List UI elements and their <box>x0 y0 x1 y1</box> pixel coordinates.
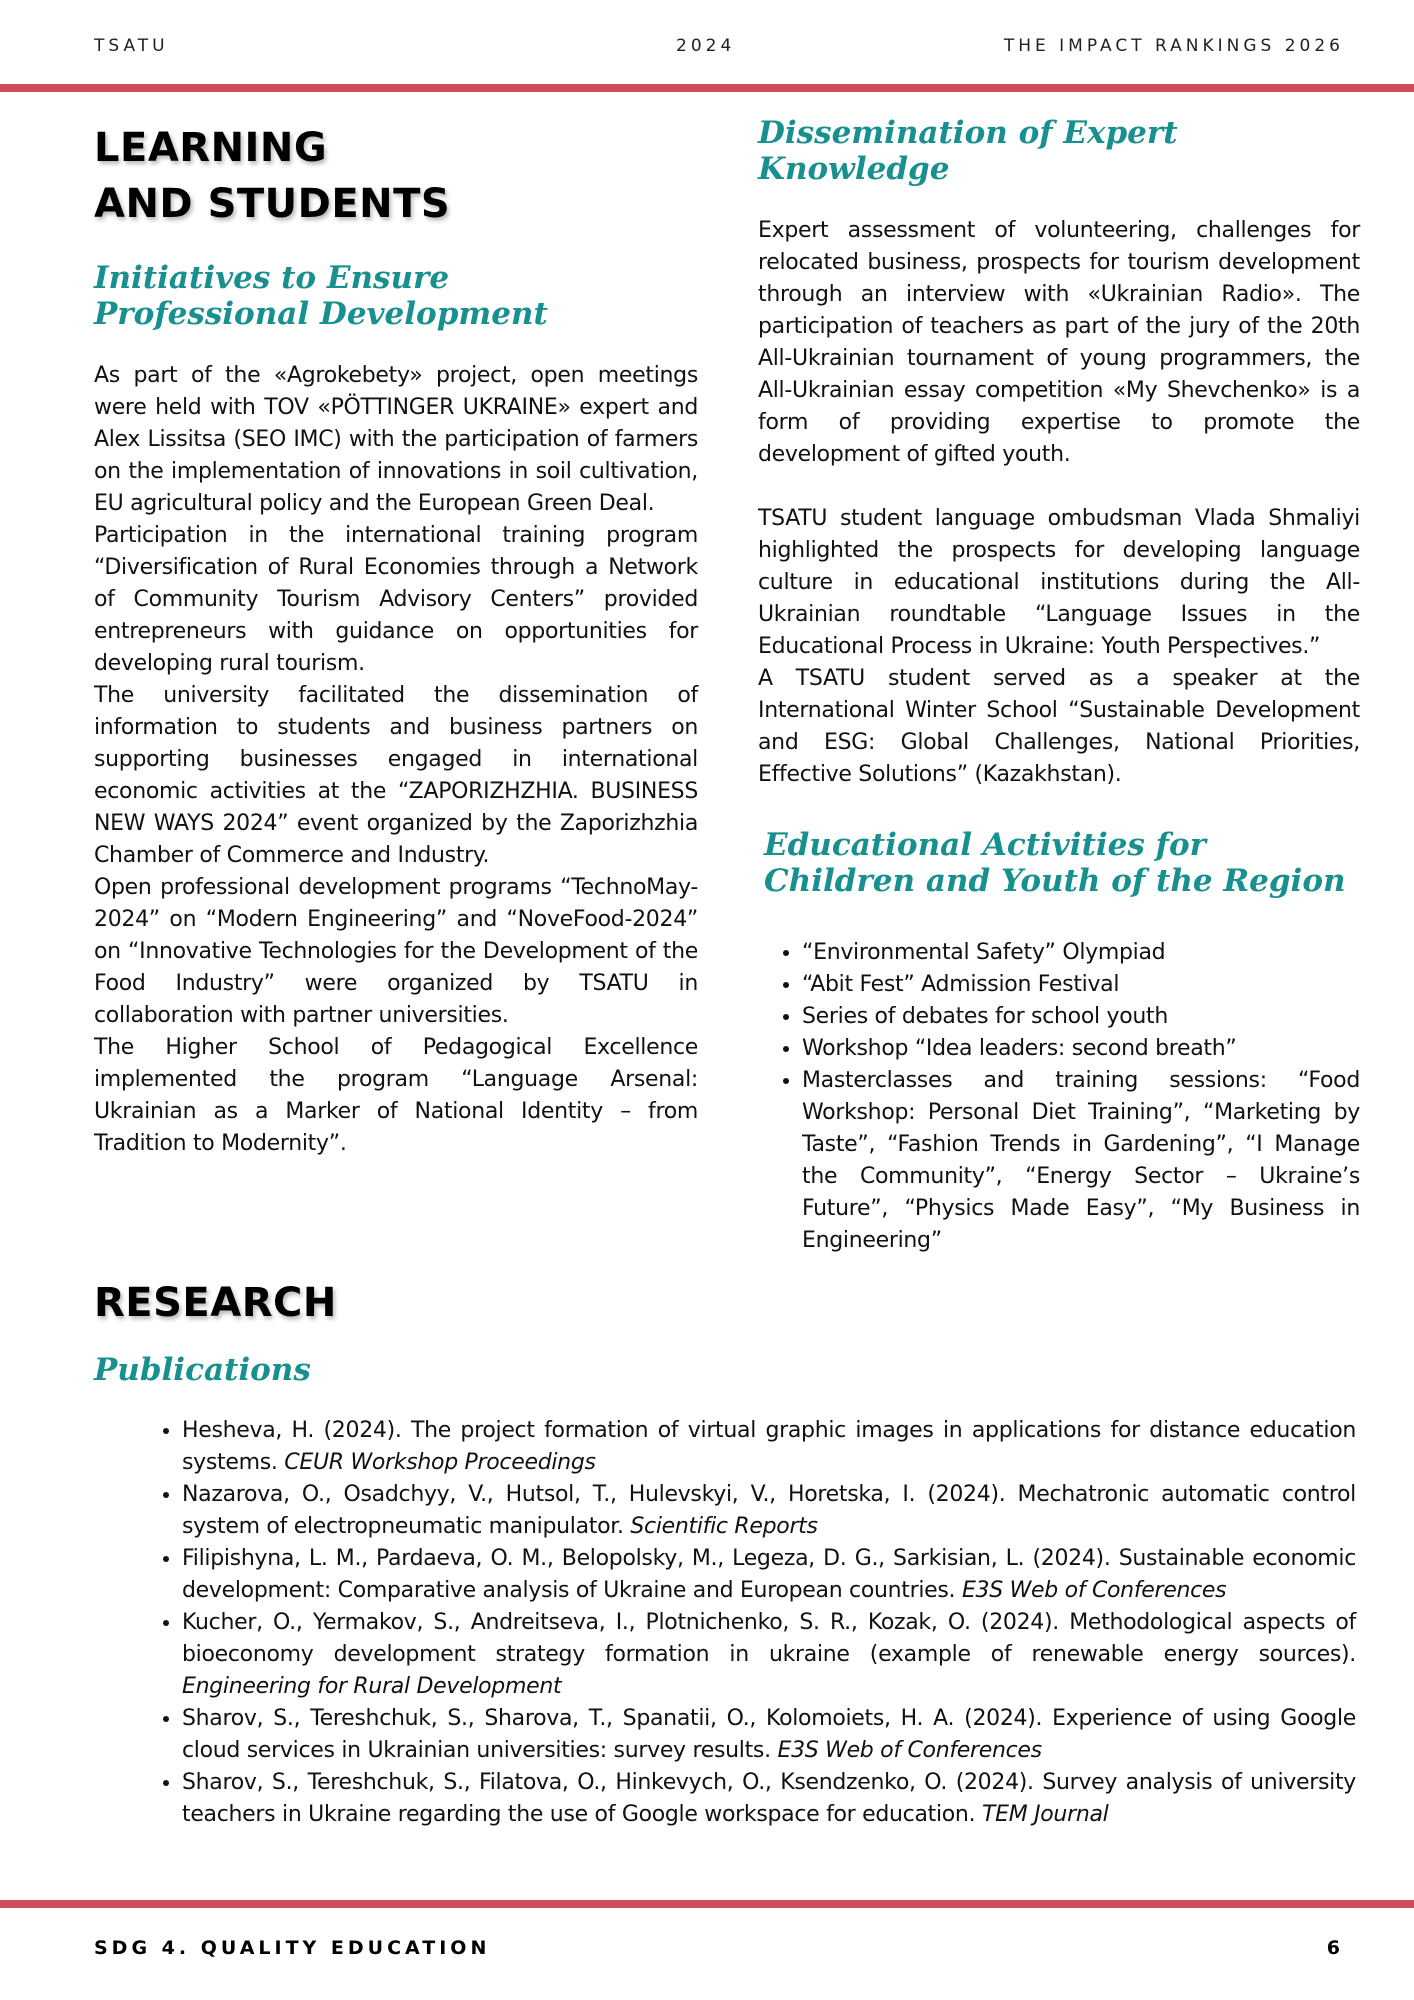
publication-item <box>182 1607 1356 1703</box>
title-line-1: LEARNING <box>94 125 328 171</box>
journal-name: Engineering for Rural Development <box>182 1674 562 1699</box>
publication-item <box>182 1767 1356 1831</box>
list-item: • Series of debates for school youth <box>802 1001 1360 1033</box>
educational-activities-list <box>758 937 1360 1257</box>
title-line-2: AND STUDENTS <box>94 181 451 227</box>
section-title-research: RESEARCH <box>94 1280 337 1326</box>
section-title-learning <box>94 120 698 232</box>
journal-name: E3S Web of Conferences <box>777 1738 1042 1763</box>
citation-text: Filipishyna, L. M., Pardaeva, O. M., Belopolsky, M., Legeza, D. G., Sarkisian, L. (2024). Sustainable economic development: Comparative analysis of Ukraine and European countries. <box>182 1546 1356 1603</box>
heading-line-2: Professional Development <box>94 296 548 332</box>
paragraph: Participation in the international training program “Diversification of Rural Economies through a Network of Community Tourism Advisory Centers” provided entrepreneurs with guidance on opportunities for developing rural tourism. <box>94 523 698 676</box>
heading-line-1: Initiatives to Ensure <box>94 260 450 296</box>
publication-item <box>182 1415 1356 1479</box>
top-accent-bar <box>0 84 1414 92</box>
paragraph: Expert assessment of volunteering, challenges for relocated business, prospects for tourism development through an interview with «Ukrainian Radio». The participation of teachers as part of the jury of the 20th All-Ukrainian tournament of young programmers, the All-Ukrainian essay competition «My Shevchenko» is a form of providing expertise to promote the development of gifted youth. <box>758 218 1360 467</box>
subheading-dissemination: Dissemination of Expert Knowledge <box>758 115 1178 187</box>
journal-name: E3S Web of Conferences <box>961 1578 1227 1603</box>
paragraph: TSATU student language ombudsman Vlada Shmaliyi highlighted the prospects for developing language culture in educational institutions during the All-Ukrainian roundtable “Language Issues in the Educational Process in Ukraine: Youth Perspectives.” <box>758 506 1360 659</box>
paragraph: A TSATU student served as a speaker at the International Winter School “Sustainable Development and ESG: Global Challenges, National Priorities, Effective Solutions” (Kazakhstan). <box>758 666 1360 787</box>
paragraph: As part of the «Agrokebety» project, open meetings were held with TOV «PÖTTINGER UKRAINE» expert and Alex Lissitsa (SEO IMC) with the participation of farmers on the implementation of innovations in soil cultivation, EU agricultural policy and the European Green Deal. <box>94 363 698 516</box>
header-org: TSATU <box>94 36 169 56</box>
subheading-initiatives <box>94 260 698 332</box>
list-item: • “Abit Fest” Admission Festival <box>802 969 1360 1001</box>
citation-text: Sharov, S., Tereshchuk, S., Sharova, T., Spanatii, O., Kolomoiets, H. A. (2024). Experience of using Google cloud services in Ukrainian universities: survey results. <box>182 1706 1356 1763</box>
publication-item <box>182 1479 1356 1543</box>
list-item: • Workshop “Idea leaders: second breath” <box>802 1033 1360 1065</box>
paragraph: The university facilitated the dissemination of information to students and business partners on supporting businesses engaged in international economic activities at the “ZAPORIZHZHIA. BUSINESS NEW WAYS 2024” event organized by the Zaporizhzhia Chamber of Commerce and Industry. <box>94 683 698 868</box>
subheading-educational-activities <box>764 827 1360 899</box>
initiatives-body <box>94 360 698 1160</box>
subheading-publications: Publications <box>94 1352 311 1388</box>
publication-item <box>182 1543 1356 1607</box>
citation-text: Sharov, S., Tereshchuk, S., Filatova, O., Hinkevych, O., Ksendzenko, O. (2024). Survey analysis of university teachers in Ukraine regarding the use of Google workspace for education. <box>182 1770 1356 1827</box>
citation-text: Kucher, O., Yermakov, S., Andreitseva, I., Plotnichenko, S. R., Kozak, O. (2024). Methodological aspects of bioeconomy development strategy formation in ukraine (example of renewable energy sources). <box>182 1610 1356 1667</box>
citation-text: Hesheva, H. (2024). The project formation of virtual graphic images in applications for distance education systems. <box>182 1418 1356 1475</box>
paragraph: Open professional development programs “TechnoMay-2024” on “Modern Engineering” and “NoveFood-2024” on “Innovative Technologies for the Development of the Food Industry” were organized by TSATU in collaboration with partner universities. <box>94 875 698 1028</box>
page-header <box>0 36 1414 66</box>
bottom-accent-bar <box>0 1900 1414 1908</box>
header-report-title: THE IMPACT RANKINGS 2026 <box>1003 36 1344 56</box>
journal-name: Scientific Reports <box>630 1514 818 1539</box>
list-item: • “Environmental Safety” Olympiad <box>802 937 1360 969</box>
journal-name: CEUR Workshop Proceedings <box>284 1450 596 1475</box>
journal-name: TEM Journal <box>981 1802 1109 1827</box>
header-year: 2024 <box>676 36 736 56</box>
heading-line-2: Children and Youth of the Region <box>764 863 1346 899</box>
heading-line-1: Educational Activities for <box>764 827 1206 863</box>
publication-item <box>182 1703 1356 1767</box>
left-column <box>94 120 698 1160</box>
right-column <box>758 115 1360 1257</box>
paragraph: The Higher School of Pedagogical Excellence implemented the program “Language Arsenal: Ukrainian as a Marker of National Identity – from Tradition to Modernity”. <box>94 1035 698 1156</box>
footer-sdg-label: SDG 4. QUALITY EDUCATION <box>94 1937 491 1959</box>
citation-text: Nazarova, O., Osadchyy, V., Hutsol, T., Hulevskyi, V., Horetska, I. (2024). Mechatronic automatic control system of electropneumatic manipulator. <box>182 1482 1356 1539</box>
dissemination-body <box>758 215 1360 791</box>
list-item: • Masterclasses and training sessions: “Food Workshop: Personal Diet Training”, “Marketing by Taste”, “Fashion Trends in Gardening”, “I Manage the Community”, “Energy Sector – Ukraine’s Future”, “Physics Made Easy”, “My Business in Engineering” <box>802 1065 1360 1257</box>
publications-list <box>140 1415 1356 1831</box>
page-number: 6 <box>1326 1937 1344 1959</box>
